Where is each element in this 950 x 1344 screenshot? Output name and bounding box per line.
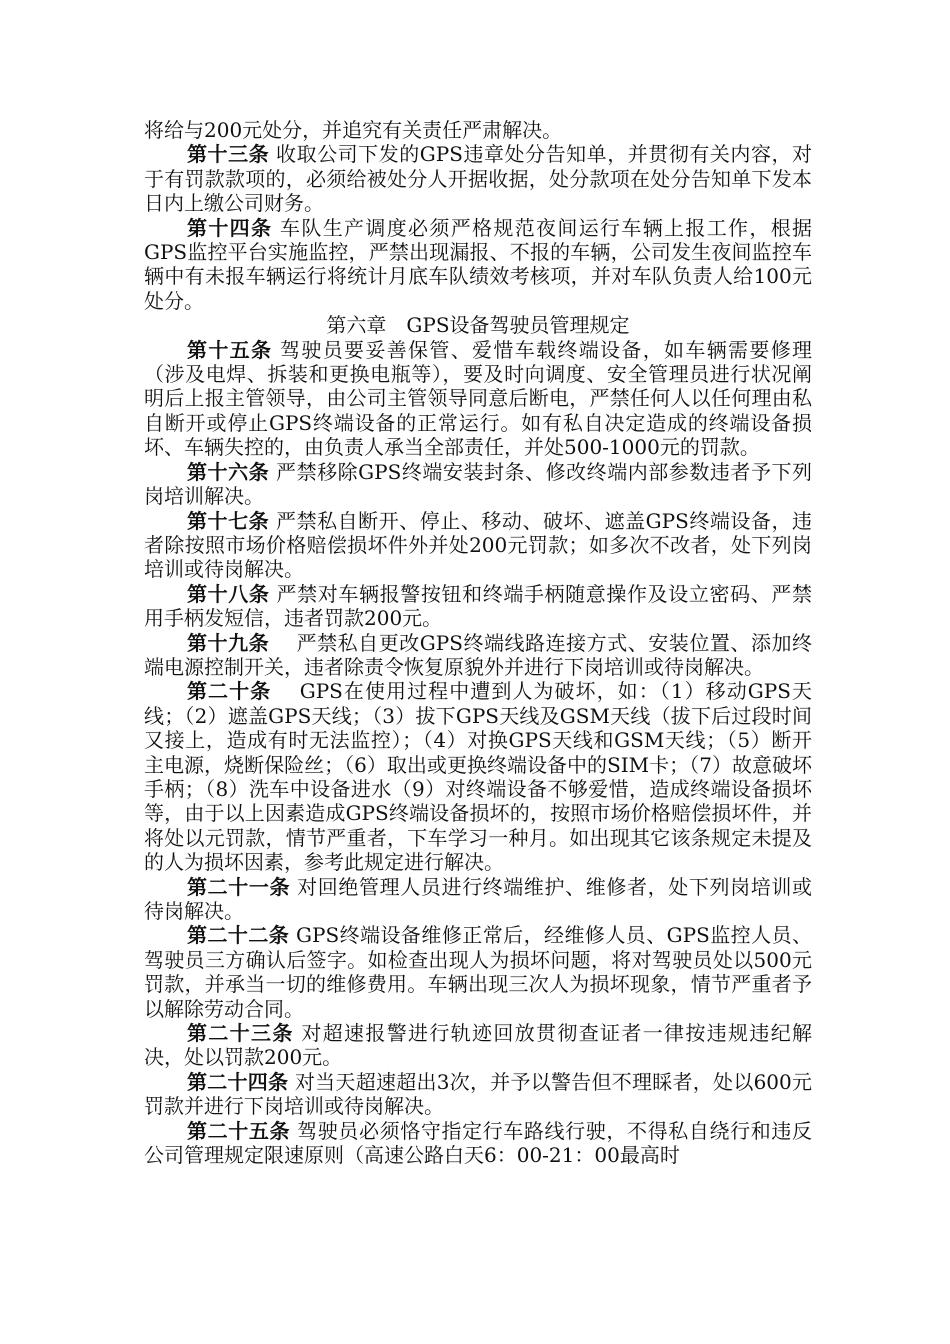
article-17 xyxy=(144,509,812,582)
article-text: 驾驶员要妥善保管、爱惜车载终端设备，如车辆需要修理（涉及电焊、拆装和更换电瓶等），要及时向调度、安全管理员进行状况阐明后上报主管领导，由公司主管领导同意后断电，严禁任何人以任何理由私自断开或停止GPS终端设备的正常运行。如有私自决定造成的终端设备损坏、车辆失控的，由负责人承当全部责任，并处500-1000元的罚款。 xyxy=(144,337,813,460)
article-19 xyxy=(144,631,812,680)
article-label: 第十八条 xyxy=(187,581,270,606)
article-22 xyxy=(144,923,812,1021)
article-text: 收取公司下发的GPS违章处分告知单，并贯彻有关内容，对于有罚款款项的，必须给被处分人开据收据，处分款项在处分告知单下发本日内上缴公司财务。 xyxy=(144,142,813,216)
article-label: 第十七条 xyxy=(187,508,270,533)
article-24 xyxy=(144,1070,812,1119)
article-text: 驾驶员必须恪守指定行车路线行驶，不得私自绕行和违反公司管理规定限速原则（高速公路白天6：00-21：00最高时 xyxy=(144,1118,813,1168)
article-18 xyxy=(144,582,812,631)
paragraph-continuation xyxy=(144,118,812,142)
article-label: 第十六条 xyxy=(187,459,270,484)
article-text: 严禁私自更改GPS终端线路连接方式、安装位置、添加终端电源控制开关，违者除责令恢复原貌外并进行下岗培训或待岗解决。 xyxy=(144,630,813,679)
article-text: 严禁移除GPS终端安装封条、修改终端内部参数违者予下列岗培训解决。 xyxy=(144,459,813,509)
chapter-title: 第六章 GPS设备驾驶员管理规定 xyxy=(326,313,630,338)
article-text: GPS终端设备维修正常后，经维修人员、GPS监控人员、驾驶员三方确认后签字。如检查出现人为损坏问题，将对驾驶员处以500元罚款，并承当一切的维修费用。车辆出现三次人为损坏现象，情节严重者予以解除劳动合同。 xyxy=(144,923,813,1021)
article-text: 严禁私自断开、停止、移动、破坏、遮盖GPS终端设备，违者除按照市场价格赔偿损坏件外并处200元罚款；如多次不改者，处下列岗培训或待岗解决。 xyxy=(144,508,813,582)
article-23 xyxy=(144,1021,812,1070)
article-label: 第十三条 xyxy=(187,142,270,167)
article-label: 第二十二条 xyxy=(187,923,290,948)
article-text: GPS在使用过程中遭到人为破坏，如：（1）移动GPS天线；（2）遮盖GPS天线；（3）拔下GPS天线及GSM天线（拔下后过段时间又接上，造成有时无法监控）；（4）对换GPS天线和GSM天线；（5）断开主电源，烧断保险丝；（6）取出或更换终端设备中的SIM卡；（7）故意破坏手柄；（8）洗车中设备进水（9）对终端设备不够爱惜，造成终端设备损坏等，由于以上因素造成GPS终端设备损坏的，按照市场价格赔偿损坏件，并将处以元罚款，情节严重者，下车学习一种月。如出现其它该条规定未提及的人为损坏因素，参考此规定进行解决。 xyxy=(144,679,812,875)
article-label: 第二十三条 xyxy=(187,1021,294,1046)
article-14 xyxy=(144,216,812,314)
article-label: 第二十五条 xyxy=(187,1118,291,1143)
article-label: 第十四条 xyxy=(187,215,273,240)
article-25 xyxy=(144,1119,812,1168)
article-16 xyxy=(144,460,812,509)
article-text: 车队生产调度必须严格规范夜间运行车辆上报工作，根据GPS监控平台实施监控，严禁出现漏报、不报的车辆，公司发生夜间监控车辆中有未报车辆运行将统计月底车队绩效考核项，并对车队负责人给100元处分。 xyxy=(144,215,813,313)
article-label: 第二十一条 xyxy=(187,874,291,899)
article-15 xyxy=(144,338,812,460)
article-label: 第二十条 xyxy=(187,679,272,704)
document-page xyxy=(144,118,812,1167)
article-label: 第二十四条 xyxy=(187,1069,289,1094)
article-label: 第十九条 xyxy=(187,630,270,655)
article-label: 第十五条 xyxy=(187,337,273,362)
chapter-heading xyxy=(144,313,812,337)
article-20 xyxy=(144,679,812,874)
paragraph-text: 将给与200元处分，并追究有关责任严肃解决。 xyxy=(144,118,563,142)
article-text: 严禁对车辆报警按钮和终端手柄随意操作及设立密码、严禁用手柄发短信，违者罚款200元。 xyxy=(144,581,813,631)
article-13 xyxy=(144,142,812,215)
article-text: 对当天超速超出3次，并予以警告但不理睬者，处以600元罚款并进行下岗培训或待岗解决。 xyxy=(144,1069,813,1119)
article-21 xyxy=(144,875,812,924)
article-text: 对回绝管理人员进行终端维护、维修者，处下列岗培训或待岗解决。 xyxy=(144,874,813,923)
article-text: 对超速报警进行轨迹回放贯彻查证者一律按违规违纪解决，处以罚款200元。 xyxy=(144,1021,813,1070)
